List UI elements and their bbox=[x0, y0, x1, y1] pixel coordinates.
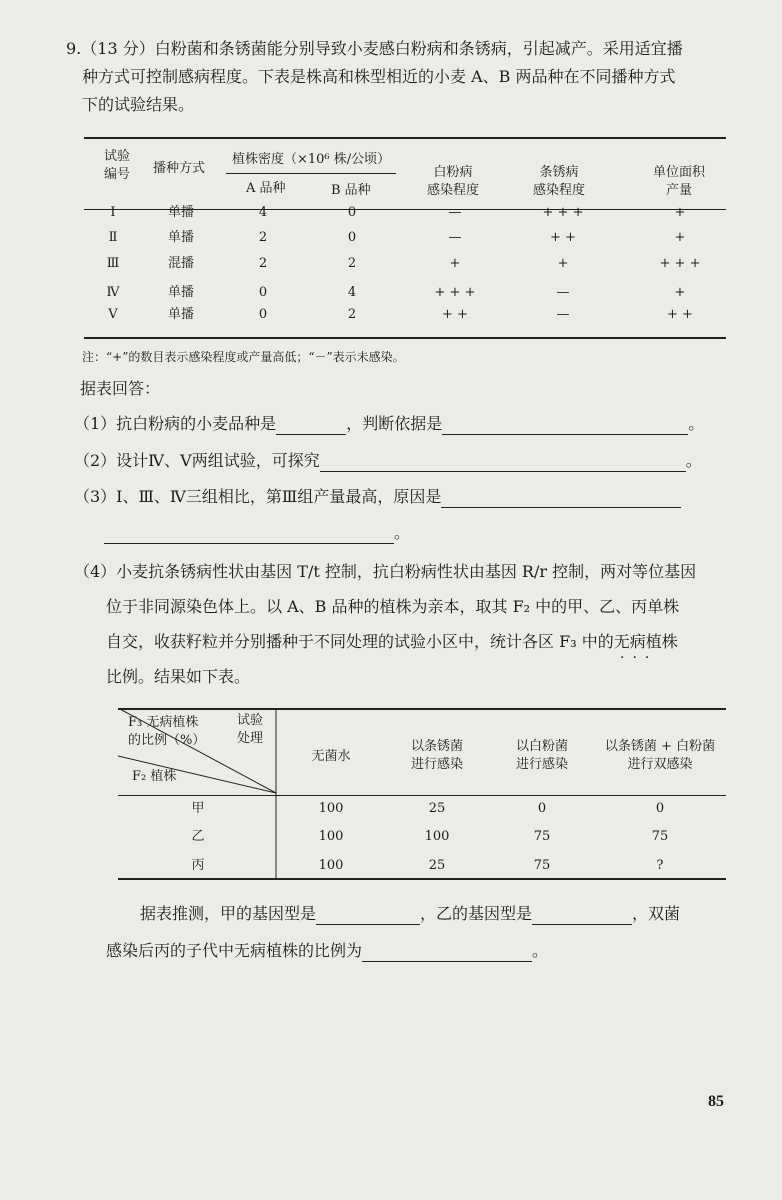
table-1-cell-id: Ⅰ bbox=[110, 205, 116, 220]
table-1-cell-powdery: — bbox=[448, 230, 462, 245]
table-2-cell: 0 bbox=[537, 801, 547, 816]
emphasis-dots: ··· bbox=[620, 650, 658, 666]
table-1-cell-b: 0 bbox=[347, 230, 357, 245]
table-1-cell-yield: + + bbox=[667, 307, 693, 322]
table-1-header-b: B 品种 bbox=[331, 183, 371, 198]
answer-blank-4a[interactable] bbox=[316, 908, 420, 925]
table-2-cell: 75 bbox=[533, 858, 551, 873]
sub-question-2: （2）设计Ⅳ、Ⅴ两组试验，可探究 。 bbox=[74, 451, 702, 470]
table-1-cell-rust: + bbox=[557, 256, 569, 271]
table-1-cell-powdery: + + bbox=[442, 307, 468, 322]
table-1-cell-method: 单播 bbox=[167, 205, 194, 220]
table-2-row-name: 丙 bbox=[191, 858, 205, 873]
final-question-line-2: 感染后丙的子代中无病植株的比例为 。 bbox=[106, 941, 549, 960]
table-1-cell-rust: + + bbox=[550, 230, 576, 245]
table-2-cell: 100 bbox=[318, 858, 344, 873]
table-1-header-a: A 品种 bbox=[246, 181, 286, 196]
sub-question-3: （3）Ⅰ、Ⅲ、Ⅳ三组相比，第Ⅲ组产量最高，原因是 bbox=[74, 486, 681, 508]
answer-blank-4c[interactable] bbox=[362, 945, 532, 962]
table-1-cell-rust: — bbox=[556, 285, 570, 300]
table-2-header-col: 以条锈菌 进行感染 bbox=[410, 739, 463, 772]
table-1-cell-id: Ⅴ bbox=[108, 307, 118, 322]
table-1-note: 注：“+”的数目表示感染程度或产量高低；“－”表示未感染。 bbox=[82, 350, 405, 364]
table-2-corner-top: F₃ 无病植株 的比例（%） bbox=[128, 715, 206, 748]
table-1-cell-a: 2 bbox=[258, 256, 268, 271]
page-number: 85 bbox=[708, 1093, 724, 1110]
table-1-cell-yield: + bbox=[674, 285, 686, 300]
table-1-header-method: 播种方式 bbox=[153, 161, 206, 176]
table-1-cell-b: 2 bbox=[347, 307, 357, 322]
table-2-header-col: 以白粉菌 进行感染 bbox=[515, 739, 568, 772]
question-line-1: 9.（13 分）白粉菌和条锈菌能分别导致小麦感白粉病和条锈病，引起减产。采用适宜播 bbox=[66, 39, 683, 58]
table-2-cell: 25 bbox=[428, 801, 446, 816]
table-2-corner-right: 试验 处理 bbox=[236, 713, 263, 746]
question-line-3: 下的试验结果。 bbox=[82, 95, 195, 114]
sub-question-4-line-1: （4）小麦抗条锈病性状由基因 T/t 控制，抗白粉病性状由基因 R/r 控制，两对等位基因 bbox=[74, 562, 697, 581]
table-2-cell: 75 bbox=[533, 829, 551, 844]
table-1-cell-id: Ⅲ bbox=[106, 256, 120, 271]
table-2-cell: 75 bbox=[651, 829, 669, 844]
sub-question-4-line-4: 比例。结果如下表。 bbox=[106, 667, 251, 686]
sub-question-4-line-3: 自交，收获籽粒并分别播种于不同处理的试验小区中，统计各区 F₃ 中的无病植株 bbox=[106, 632, 678, 651]
table-1-cell-powdery: — bbox=[448, 205, 462, 220]
answer-blank-2[interactable] bbox=[320, 455, 686, 472]
table-2-row-name: 甲 bbox=[191, 801, 205, 816]
table-1-cell-a: 0 bbox=[258, 285, 268, 300]
table-1-cell-b: 2 bbox=[347, 256, 357, 271]
table-1-header-id: 试验 编号 bbox=[103, 149, 130, 182]
table-1-bottom-rule bbox=[84, 337, 726, 339]
answer-intro: 据表回答： bbox=[80, 379, 161, 398]
table-1-header-rust: 条锈病 感染程度 bbox=[532, 165, 585, 198]
table-2-bottom-rule bbox=[118, 878, 726, 880]
table-1-cell-id: Ⅱ bbox=[108, 230, 118, 245]
table-1-cell-yield: + bbox=[674, 205, 686, 220]
table-1-cell-method: 单播 bbox=[167, 285, 194, 300]
question-line-2: 种方式可控制感病程度。下表是株高和株型相近的小麦 A、B 两品种在不同播种方式 bbox=[82, 67, 676, 86]
table-1-cell-method: 单播 bbox=[167, 307, 194, 322]
answer-blank-3b[interactable] bbox=[104, 527, 394, 544]
table-1-cell-powdery: + + + bbox=[434, 285, 476, 300]
table-2-cell: 100 bbox=[318, 801, 344, 816]
table-2-header-rule bbox=[118, 795, 726, 796]
answer-blank-4b[interactable] bbox=[532, 908, 632, 925]
table-2-corner-bottom: F₂ 植株 bbox=[132, 769, 177, 784]
table-1-cell-a: 0 bbox=[258, 307, 268, 322]
table-1-density-rule bbox=[226, 173, 396, 174]
table-1-cell-yield: + bbox=[674, 230, 686, 245]
table-1-header-density: 植株密度（×10⁶ 株/公顷） bbox=[232, 152, 391, 167]
table-1-cell-a: 4 bbox=[258, 205, 268, 220]
sub-question-1: （1）抗白粉病的小麦品种是 ，判断依据是 。 bbox=[74, 414, 705, 433]
table-1-top-rule bbox=[84, 137, 726, 139]
table-2-cell: 100 bbox=[424, 829, 450, 844]
answer-blank-1b[interactable] bbox=[442, 418, 688, 435]
table-2-cell: ? bbox=[656, 858, 664, 873]
sub-question-4-line-2: 位于非同源染色体上。以 A、B 品种的植株为亲本，取其 F₂ 中的甲、乙、丙单株 bbox=[106, 597, 680, 616]
table-2-cell: 100 bbox=[318, 829, 344, 844]
table-1-cell-powdery: + bbox=[449, 256, 461, 271]
table-1-cell-rust: — bbox=[556, 307, 570, 322]
table-1-cell-id: Ⅳ bbox=[106, 285, 120, 300]
table-1-cell-b: 4 bbox=[347, 285, 357, 300]
table-1-cell-rust: + + + bbox=[542, 205, 584, 220]
answer-blank-1a[interactable] bbox=[276, 418, 346, 435]
table-1-cell-yield: + + + bbox=[659, 256, 701, 271]
table-2-header-col: 以条锈菌 + 白粉菌 进行双感染 bbox=[604, 739, 716, 772]
table-2-cell: 0 bbox=[655, 801, 665, 816]
final-question-line-1: 据表推测，甲的基因型是 ，乙的基因型是 ，双菌 bbox=[140, 904, 681, 923]
table-1-cell-method: 单播 bbox=[167, 230, 194, 245]
table-2-cell: 25 bbox=[428, 858, 446, 873]
table-1-header-yield: 单位面积 产量 bbox=[652, 165, 705, 198]
table-1-cell-a: 2 bbox=[258, 230, 268, 245]
table-1-header-powdery: 白粉病 感染程度 bbox=[426, 165, 479, 198]
answer-blank-3a[interactable] bbox=[441, 491, 681, 508]
table-1-cell-b: 0 bbox=[347, 205, 357, 220]
table-1-cell-method: 混播 bbox=[167, 256, 194, 271]
table-2-header-col: 无菌水 bbox=[311, 749, 351, 764]
sub-question-3-cont: 。 bbox=[104, 522, 410, 544]
table-2-row-name: 乙 bbox=[191, 829, 205, 844]
